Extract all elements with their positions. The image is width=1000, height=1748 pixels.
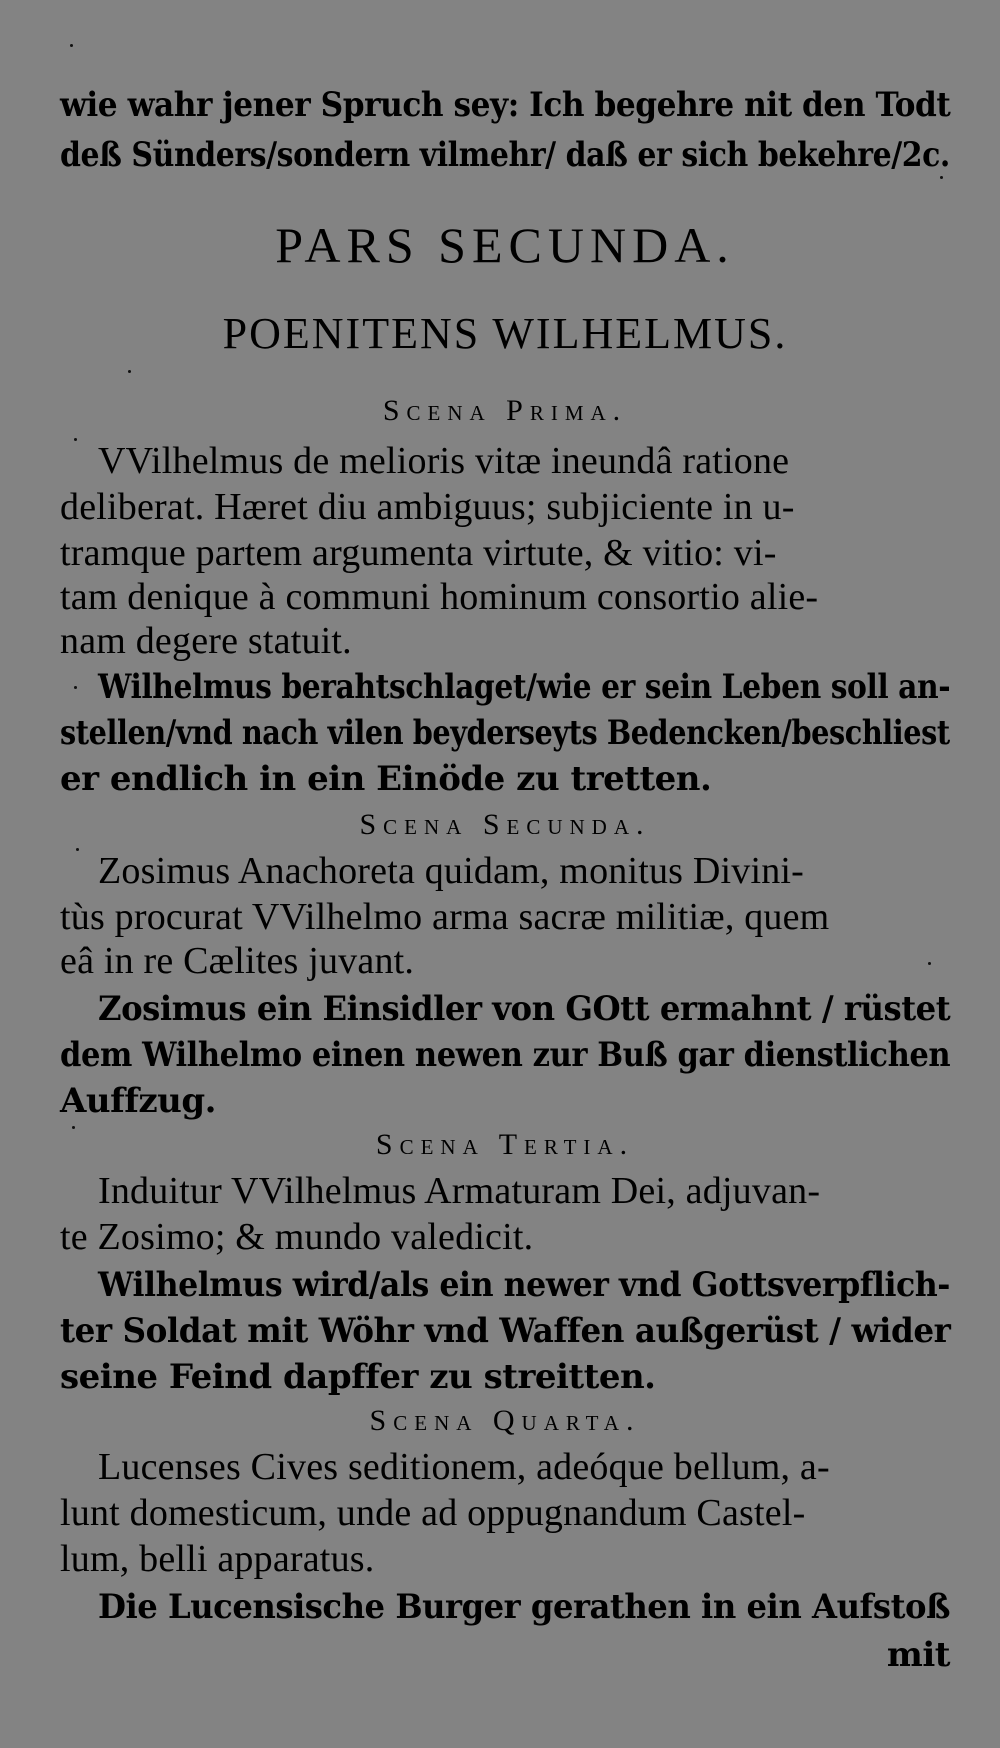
section-subtitle: POENITENS WILHELMUS. [222, 309, 788, 358]
header-line-2: deß Sünders/sondern vilmehr/ daß er sich bekehre/2c. [60, 135, 950, 175]
scene-3-latin-line: Induitur VVilhelmus Armaturam Dei, adjuvan- [98, 1170, 821, 1212]
scene-2-german-line: dem Wilhelmo einen newen zur Buß gar dienstlichen [60, 1035, 951, 1075]
scan-speck [74, 438, 77, 441]
scene-1-latin-line: tam denique à communi hominum consortio alie- [60, 576, 819, 618]
scene-heading-1: Scena Prima. [382, 394, 628, 427]
scan-speck [128, 370, 131, 373]
scene-1-latin-line: deliberat. Hæret diu ambiguus; subjiciente in u- [60, 486, 795, 528]
scene-3-latin-line: te Zosimo; & mundo valedicit. [60, 1216, 534, 1258]
scene-2-latin-line: eâ in re Cælites juvant. [60, 940, 415, 982]
scan-speck [928, 962, 931, 965]
scan-speck [70, 44, 73, 47]
scene-heading-4: Scena Quarta. [369, 1404, 641, 1437]
scene-3-german-line: Wilhelmus wird/als ein newer vnd Gottsverpflich- [98, 1265, 950, 1305]
scene-1-latin-line: nam degere statuit. [60, 620, 352, 662]
scene-heading-2: Scena Secunda. [359, 808, 651, 841]
scene-1-latin-line: VVilhelmus de melioris vitæ ineundâ ratione [98, 440, 790, 482]
scene-2-latin-line: Zosimus Anachoreta quidam, monitus Divini- [98, 850, 805, 892]
scene-2-latin-line: tùs procurat VVilhelmo arma sacræ militiæ, quem [60, 896, 830, 938]
section-title: PARS SECUNDA. [275, 217, 735, 273]
scene-heading-3: Scena Tertia. [375, 1128, 635, 1161]
catchword: mit [886, 1635, 950, 1675]
scan-speck [76, 848, 79, 851]
scene-4-latin-line: lum, belli apparatus. [60, 1538, 375, 1580]
scene-4-german-line: Die Lucensische Burger gerathen in ein Aufstoß [98, 1587, 951, 1627]
scene-1-german-line: er endlich in ein Einöde zu tretten. [60, 759, 712, 799]
scene-4-latin-line: Lucenses Cives seditionem, adeóque bellum, a- [98, 1446, 830, 1488]
scene-1-latin-line: tramque partem argumenta virtute, & vitio: vi- [60, 532, 777, 574]
scene-2-german-line: Zosimus ein Einsidler von GOtt ermahnt / rüstet [98, 989, 951, 1029]
scene-4-latin-line: lunt domesticum, unde ad oppugnandum Castel- [60, 1492, 806, 1534]
scan-speck [74, 686, 77, 689]
header-line-1: wie wahr jener Spruch sey: Ich begehre nit den Todt [60, 85, 951, 125]
scan-speck [940, 176, 943, 179]
document-page [60, 70, 950, 1740]
scene-1-german-line: stellen/vnd nach vilen beyderseyts Bedencken/beschliest [60, 713, 950, 753]
scene-2-german-line: Auffzug. [60, 1081, 216, 1121]
scan-speck [72, 1126, 75, 1129]
scene-3-german-line: seine Feind dapffer zu streitten. [60, 1357, 656, 1397]
scene-3-german-line: ter Soldat mit Wöhr vnd Waffen außgerüst / wider [60, 1311, 951, 1351]
scene-1-german-line: Wilhelmus berahtschlaget/wie er sein Leben soll an- [98, 667, 951, 707]
